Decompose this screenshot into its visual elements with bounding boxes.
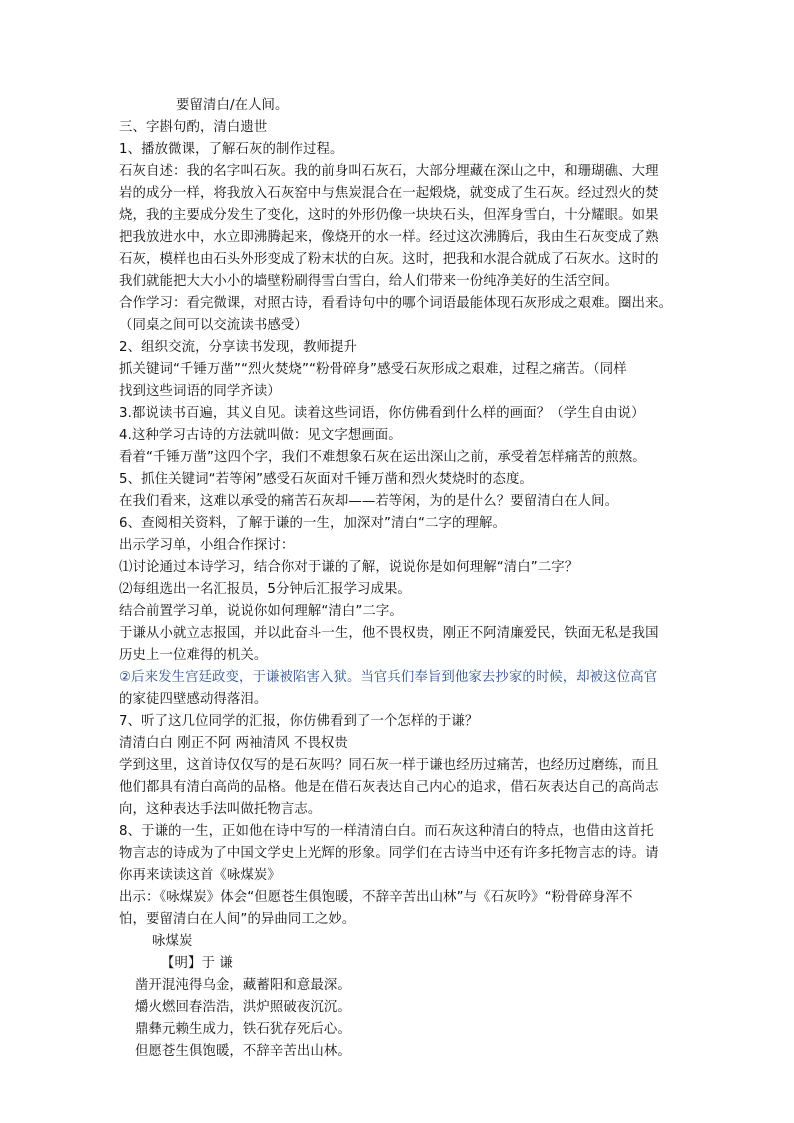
poem-line: 鼎彝元赖生成力，铁石犹存死后心。 <box>135 1022 351 1037</box>
paragraph-line: 向，这种表达手法叫做托物言志。 <box>119 802 322 817</box>
paragraph-line: 石灰自述：我的名字叫石灰。我的前身叫石灰石，大部分埋藏在深山之中，和珊瑚礁、大理 <box>119 164 659 179</box>
paragraph-line: 在我们看来，这难以承受的痛苦石灰却——若等闲，为的是什么？要留清白在人间。 <box>119 494 619 509</box>
step-heading: 2、组织交流，分享读书发现，教师提升 <box>119 340 357 355</box>
paragraph-line: 合作学习：看完微课，对照古诗，看看诗句中的哪个词语最能体现石灰形成之艰难。圈出来。 <box>119 296 673 311</box>
step-heading: 3.都说读书百遍，其义自见。读着这些词语，你仿佛看到什么样的画面？（学生自由说） <box>119 406 645 421</box>
paragraph-line: 于谦从小就立志报国，并以此奋斗一生，他不畏权贵，刚正不阿清廉爱民，铁面无私是我国 <box>119 626 659 641</box>
poem-author: 【明】于 谦 <box>161 956 233 971</box>
paragraph-line: 岩的成分一样，将我放入石灰窑中与焦炭混合在一起煅烧，就变成了生石灰。经过烈火的焚 <box>119 186 659 201</box>
verse-line: 要留清白/在人间。 <box>176 98 289 113</box>
paragraph-line: 学到这里，这首诗仅仅写的是石灰吗？同石灰一样于谦也经历过痛苦，也经历过磨练，而且 <box>119 758 659 773</box>
paragraph-line: 的家徒四壁感动得落泪。 <box>119 692 268 707</box>
step-heading: 8、于谦的一生，正如他在诗中写的一样清清白白。而石灰这种清白的特点，也借由这首托 <box>119 824 654 839</box>
paragraph-line: 看着“千锤万凿”这四个字，我们不难想象石灰在运出深山之前，承受着怎样痛苦的煎熬。 <box>119 450 646 465</box>
paragraph-line: （同桌之间可以交流读书感受） <box>119 318 308 333</box>
paragraph-line: ②后来发生宫廷政变，于谦被陷害入狱。当官兵们奉旨到他家去抄家的时候，却被这位高官 <box>119 670 658 685</box>
paragraph-line: 你再来读读这首《咏煤炭》 <box>119 868 281 883</box>
poem-line: 爝火燃回春浩浩，洪炉照破夜沉沉。 <box>135 1000 351 1015</box>
step-heading: 6、查阅相关资料，了解于谦的一生，加深对”清白“二字的理解。 <box>119 516 506 531</box>
paragraph-line: 抓关键词“千锤万凿”“烈火焚烧”“粉骨碎身”感受石灰形成之艰难，过程之痛苦。（同样 <box>119 362 627 377</box>
list-item: ⑴讨论通过本诗学习，结合你对于谦的了解，说说你是如何理解“清白”二字？ <box>119 560 579 575</box>
paragraph-line: 结合前置学习单，说说你如何理解“清白”二字。 <box>119 604 403 619</box>
paragraph-line: 石灰，模样也由石头外形变成了粉末状的白灰。这时，把我和水混合就成了石灰水。这时的 <box>119 252 659 267</box>
paragraph-line: 历史上一位难得的机关。 <box>119 648 268 663</box>
paragraph-line: 找到这些词语的同学齐读） <box>119 384 281 399</box>
list-item: ⑵每组选出一名汇报员，5分钟后汇报学习成果。 <box>119 582 411 597</box>
poem-line: 凿开混沌得乌金，藏蓄阳和意最深。 <box>135 978 351 993</box>
paragraph-line: 我们就能把大大小小的墙壁粉刷得雪白雪白，给人们带来一份纯净美好的生活空间。 <box>119 274 619 289</box>
paragraph-line: 出示学习单，小组合作探讨： <box>119 538 295 553</box>
step-heading: 4.这种学习古诗的方法就叫做：见文字想画面。 <box>119 428 402 443</box>
paragraph-line: 出示：《咏煤炭》体会“但愿苍生俱饱暖，不辞辛苦出山林”与《石灰吟》“粉骨碎身浑不 <box>119 890 633 905</box>
paragraph-line: 烧，我的主要成分发生了变化，这时的外形仍像一块块石头，但浑身雪白，十分耀眼。如果 <box>119 208 659 223</box>
paragraph-line: 他们都具有清白高尚的品格。他是在借石灰表达自己内心的追求，借石灰表达自己的高尚志 <box>119 780 659 795</box>
paragraph-line: 怕，要留清白在人间”的异曲同工之妙。 <box>119 912 356 927</box>
poem-title: 咏煤炭 <box>152 934 193 949</box>
paragraph-line: 把我放进水中，水立即沸腾起来，像烧开的水一样。经过这次沸腾后，我由生石灰变成了熟 <box>119 230 659 245</box>
poem-line: 但愿苍生俱饱暖，不辞辛苦出山林。 <box>135 1044 351 1059</box>
step-heading: 1、播放微课，了解石灰的制作过程。 <box>119 142 344 157</box>
paragraph-line: 清清白白 刚正不阿 两袖清风 不畏权贵 <box>119 736 348 751</box>
step-heading: 7、听了这几位同学的汇报，你仿佛看到了一个怎样的于谦？ <box>119 714 479 729</box>
paragraph-line: 物言志的诗成为了中国文学史上光辉的形象。同学们在古诗当中还有许多托物言志的诗。请 <box>119 846 659 861</box>
section-heading: 三、字斟句酌，清白遗世 <box>119 120 268 135</box>
step-heading: 5、抓住关键词“若等闲”感受石灰面对千锤万凿和烈火焚烧时的态度。 <box>119 472 533 487</box>
